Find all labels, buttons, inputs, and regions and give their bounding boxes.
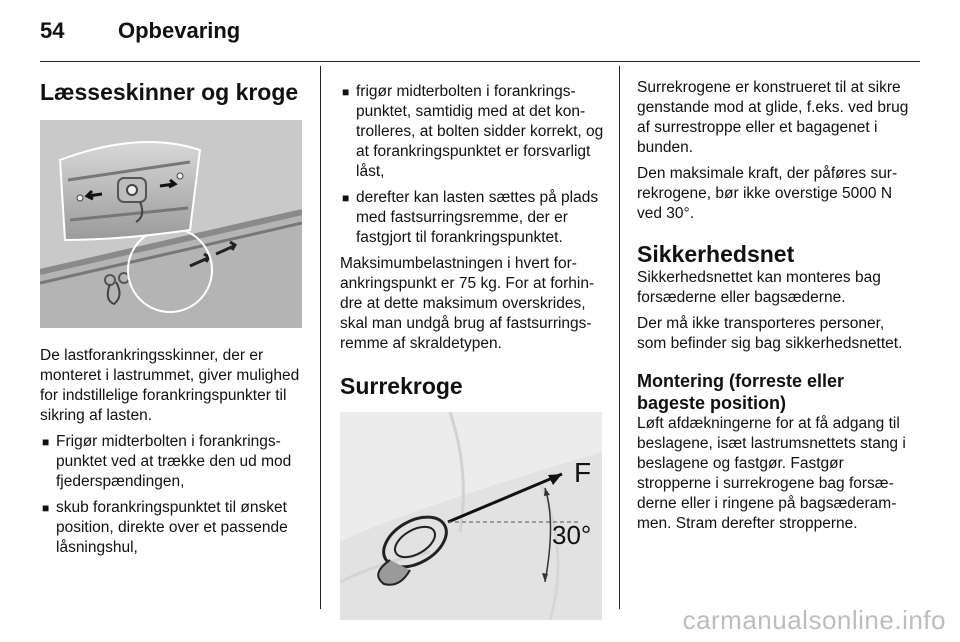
list-item: ■ skub forankringspunktet til ønsket position, direkte over et passende låsningshul, [40,498,310,558]
column-2 [340,82,606,620]
page-header [40,18,240,44]
column-divider-2 [619,66,620,609]
list-item: ■ frigør midterbolten i forankringspunktet, samtidig med at det kontrolleres, at bolten sidder korrekt, og at forankringspunktet er forsvarligt låst, [340,82,606,182]
bullet-list [340,82,606,248]
section-title: Opbevaring [118,18,241,43]
column-1 [40,78,310,564]
force-label: F [574,457,592,488]
paragraph: Den maksimale kraft, der påføres surrekrogene, bør ikke overstige 5000 N ved 30°. [637,165,898,222]
paragraph: Der må ikke transporteres personer, som befinder sig bag sikkerhedsnettet. [637,315,903,352]
subheading-montering: Montering (forreste eller bageste position) [637,371,845,413]
column-divider-1 [320,66,321,609]
hook-figure [340,412,602,620]
page-number: 54 [40,18,65,43]
heading-surrekroge: Surrekroge [340,373,463,399]
paragraph: Surrekrogene er konstrueret til at sikre genstande mod at glide, f.eks. ved brug af surrestroppe eller et bagagenet i bunden. [637,79,909,156]
heading-sikkerhedsnet: Sikkerhedsnet [637,241,795,267]
list-item: ■ derefter kan lasten sættes på plads med fastsurringsremme, der er fastgjort til forankringspunktet. [340,188,606,248]
rail-figure [40,120,302,328]
angle-label: 30° [552,520,592,550]
watermark: carmanualsonline.info [682,605,946,635]
paragraph: De lastforankringsskinner, der er monteret i lastrummet, giver mulighed for indstillelige forankringspunkter til sikring af lasten. [40,347,300,424]
column-3 [637,78,909,540]
heading-lasseskinner: Læsseskinner og kroge [40,79,299,105]
bullet-list [40,432,310,558]
paragraph: Løft afdækningerne for at få adgang til beslagene, isæt lastrumsnettets stang i beslagene og fastgør. Fastgør stropperne i surrekrogene bag forsæderne eller i ringene på bagsæderammen. Stram derefter stropperne. [637,415,906,532]
paragraph: Sikkerhedsnettet kan monteres bag forsæderne eller bagsæderne. [637,269,881,306]
paragraph: Maksimumbelastningen i hvert forankringspunkt er 75 kg. For at forhindre at dette maksimum overskrides, skal man undgå brug af fastsurringsremme af skraldetypen. [340,255,595,352]
list-item: ■ Frigør midterbolten i forankringspunktet ved at trække den ud mod fjederspændingen, [40,432,310,492]
header-rule [40,61,920,62]
